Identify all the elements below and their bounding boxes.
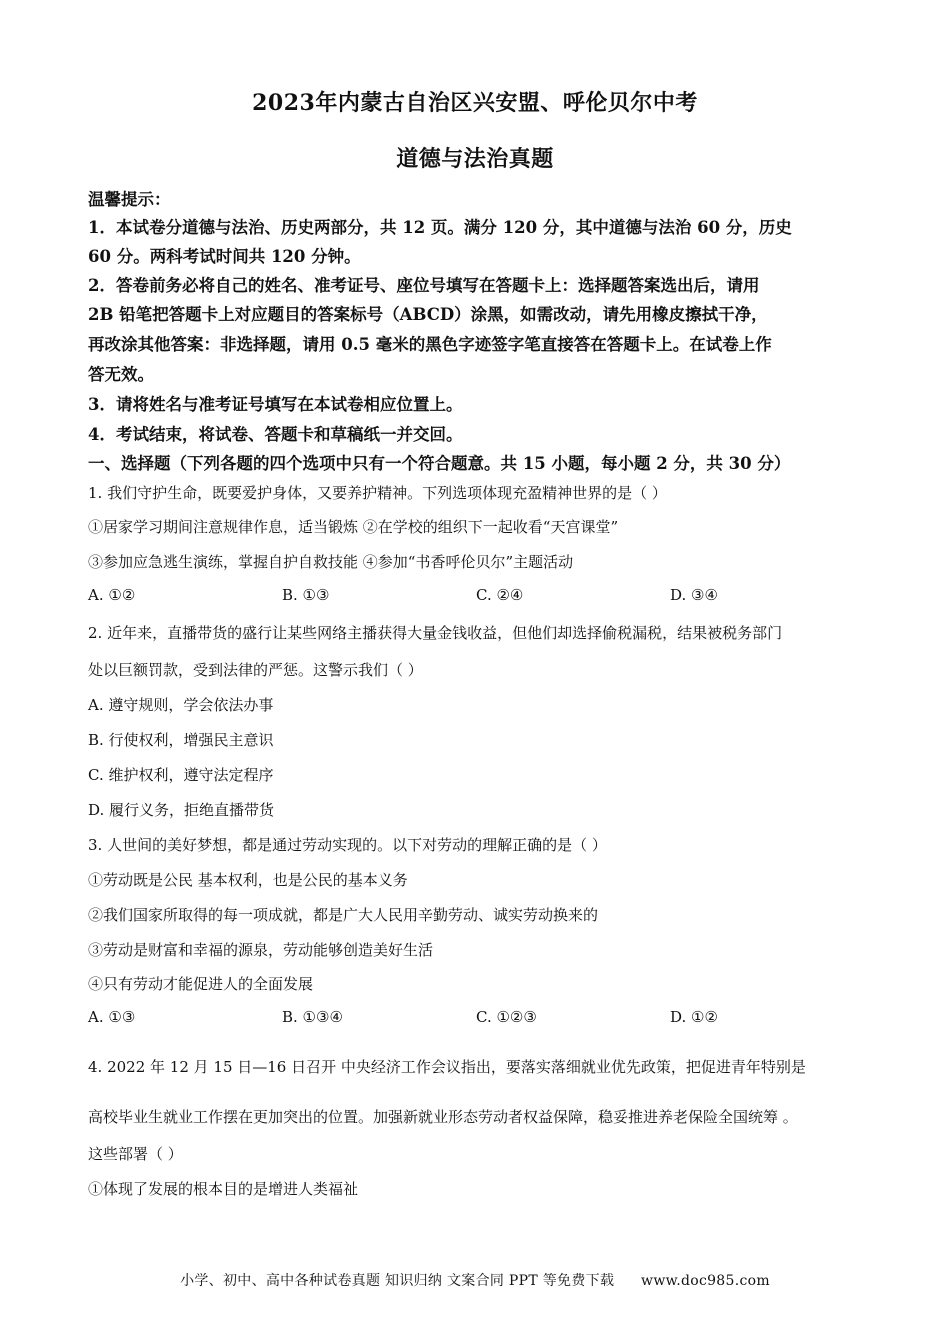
question-3-statement: ①劳动既是公民 基本权利，也是公民的基本义务 bbox=[88, 871, 408, 889]
question-3-stem: 3. 人世间的美好梦想，都是通过劳动实现的。以下对劳动的理解正确的是（ ） bbox=[88, 836, 607, 854]
question-3-statement: ④只有劳动才能促进人的全面发展 bbox=[88, 975, 314, 993]
question-3-option-a: A. ①③ bbox=[88, 1008, 136, 1026]
tips-line: 4．考试结束，将试卷、答题卡和草稿纸一并交回。 bbox=[88, 425, 463, 444]
page-footer bbox=[0, 1270, 950, 1290]
question-4-stem: 这些部署（ ） bbox=[88, 1145, 183, 1163]
question-2-option-b: B. 行使权利，增强民主意识 bbox=[88, 731, 274, 749]
question-3-option-b: B. ①③④ bbox=[282, 1008, 343, 1026]
question-4-statement: ①体现了发展的根本目的是增进人类福祉 bbox=[88, 1180, 359, 1198]
question-1-statement: ①居家学习期间注意规律作息，适当锻炼 ②在学校的组织下一起收看“天宫课堂” bbox=[88, 518, 619, 536]
question-1-option-c: C. ②④ bbox=[476, 586, 524, 604]
question-1-option-d: D. ③④ bbox=[670, 586, 718, 604]
question-3-option-d: D. ①② bbox=[670, 1008, 718, 1026]
question-2-stem: 处以巨额罚款，受到法律的严惩。这警示我们（ ） bbox=[88, 661, 423, 679]
question-3-statement: ②我们国家所取得的每一项成就，都是广大人民用辛勤劳动、诚实劳动换来的 bbox=[88, 906, 599, 924]
footer-site: www.doc985.com bbox=[641, 1273, 770, 1289]
tips-heading: 温馨提示： bbox=[88, 190, 171, 209]
question-2-option-c: C. 维护权利，遵守法定程序 bbox=[88, 766, 274, 784]
question-2-option-d: D. 履行义务，拒绝直播带货 bbox=[88, 801, 275, 819]
tips-line: 答无效。 bbox=[88, 365, 154, 384]
question-2-stem: 2. 近年来，直播带货的盛行让某些网络主播获得大量金钱收益，但他们却选择偷税漏税，结果被税务部门 bbox=[88, 624, 783, 642]
tips-line: 3．请将姓名与准考证号填写在本试卷相应位置上。 bbox=[88, 395, 463, 414]
question-3-option-c: C. ①②③ bbox=[476, 1008, 537, 1026]
tips-line: 2．答卷前务必将自己的姓名、准考证号、座位号填写在答题卡上：选择题答案选出后，请用 bbox=[88, 276, 760, 295]
footer-text: 小学、初中、高中各种试卷真题 知识归纳 文案合同 PPT 等免费下载 bbox=[180, 1273, 615, 1289]
document-subtitle: 道德与法治真题 bbox=[396, 146, 554, 172]
question-2-option-a: A. 遵守规则，学会依法办事 bbox=[88, 696, 274, 714]
section-heading: 一、选择题（下列各题的四个选项中只有一个符合题意。共 15 小题，每小题 2 分，共 30 分） bbox=[88, 454, 791, 473]
tips-line: 再改涂其他答案：非选择题，请用 0.5 毫米的黑色字迹签字笔直接答在答题卡上。在试卷上作 bbox=[88, 335, 772, 354]
document-title: 2023年内蒙古自治区兴安盟、呼伦贝尔中考 bbox=[252, 90, 698, 116]
question-1-option-b: B. ①③ bbox=[282, 586, 330, 604]
question-1-stem: 1. 我们守护生命，既要爱护身体，又要养护精神。下列选项体现充盈精神世界的是（ ） bbox=[88, 484, 667, 502]
question-4-stem: 4. 2022 年 12 月 15 日—16 日召开 中央经济工作会议指出，要落实落细就业优先政策，把促进青年特别是 bbox=[88, 1058, 806, 1076]
question-1-option-a: A. ①② bbox=[88, 586, 136, 604]
tips-line: 60 分。两科考试时间共 120 分钟。 bbox=[88, 247, 361, 266]
question-3-statement: ③劳动是财富和幸福的源泉，劳动能够创造美好生活 bbox=[88, 941, 434, 959]
question-4-stem: 高校毕业生就业工作摆在更加突出的位置。加强新就业形态劳动者权益保障，稳妥推进养老保险全国统筹 。 bbox=[88, 1108, 798, 1126]
question-1-statement: ③参加应急逃生演练，掌握自护自救技能 ④参加“书香呼伦贝尔”主题活动 bbox=[88, 553, 574, 571]
tips-line: 2B 铅笔把答题卡上对应题目的答案标号（ABCD）涂黑，如需改动，请先用橡皮擦拭干净， bbox=[88, 305, 768, 324]
tips-line: 1．本试卷分道德与法治、历史两部分，共 12 页。满分 120 分，其中道德与法治 60 分，历史 bbox=[88, 218, 792, 237]
